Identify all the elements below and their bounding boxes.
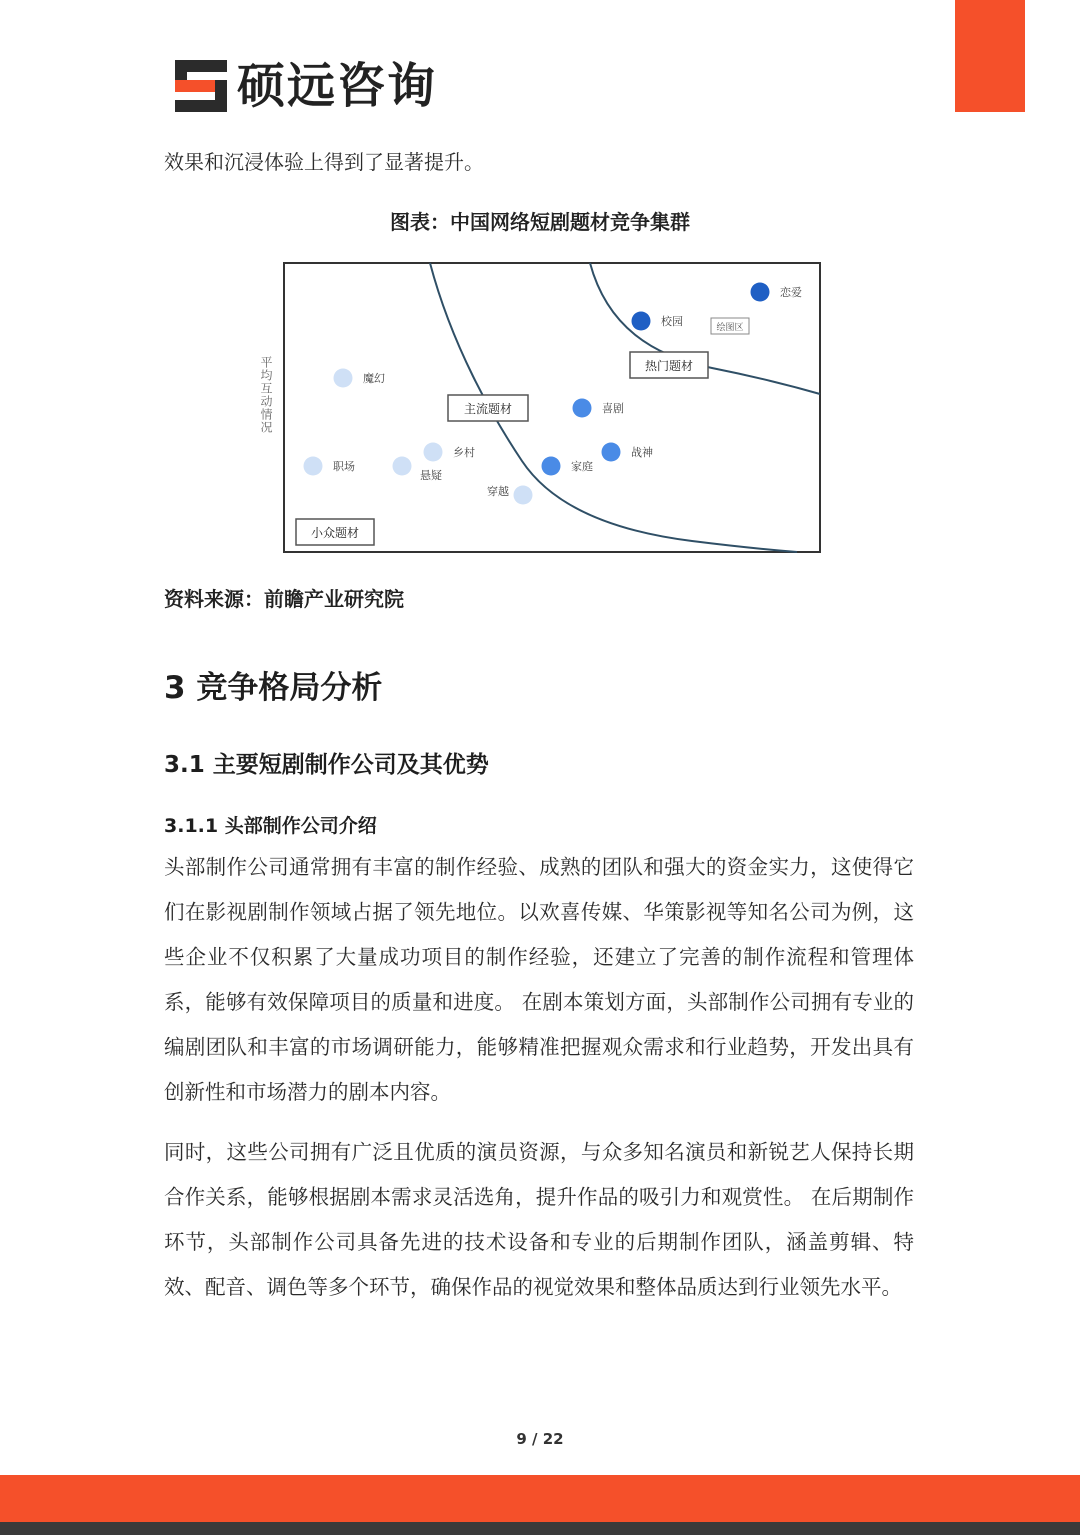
subsubsection-heading: 3.1.1 头部制作公司介绍 — [164, 815, 377, 837]
plot-area-label: 绘图区 — [716, 323, 744, 333]
point-3 — [602, 443, 621, 462]
logo-mark-icon — [175, 60, 227, 112]
body-paragraph-2: 同时，这些公司拥有广泛且优质的演员资源，与众多知名演员和新锐艺人保持长期合作关系，能够根据剧本需求灵活选角，提升作品的吸引力和观赏性。 在后期制作环节，头部制作公司具备先进的技术设备和专业的后期制作团队，涵盖剪辑、特效、配音、调色等多个环节，确保作品的视觉效果和整体品质达到行业领先水平。 — [164, 1140, 914, 1299]
point-label-6: 乡村 — [453, 446, 475, 459]
point-6 — [424, 443, 443, 462]
corner-accent-tab — [955, 0, 1025, 112]
mainstream-cluster-label: 主流题材 — [463, 402, 513, 416]
point-8 — [393, 457, 412, 476]
logo-text: 硕远咨询 — [237, 58, 438, 114]
chart-source: 资料来源：前瞻产业研究院 — [164, 587, 404, 611]
point-label-9: 穿越 — [487, 485, 509, 498]
subsection-heading: 3.1 主要短剧制作公司及其优势 — [164, 752, 489, 778]
point-label-1: 校园 — [661, 315, 683, 328]
point-label-7: 职场 — [333, 460, 355, 473]
point-label-2: 喜剧 — [602, 402, 624, 415]
cluster-chart — [252, 256, 832, 561]
y-axis-label: 平均互动情况 — [259, 356, 273, 434]
section-heading: 3 竞争格局分析 — [164, 670, 383, 706]
footer-bar — [0, 1475, 1080, 1522]
plot-frame — [284, 263, 820, 552]
point-9 — [514, 486, 533, 505]
body-paragraph-1: 头部制作公司通常拥有丰富的制作经验、成熟的团队和强大的资金实力，这使得它们在影视剧制作领域占据了领先地位。以欢喜传媒、华策影视等知名公司为例，这些企业不仅积累了大量成功项目的制作经验，还建立了完善的制作流程和管理体系，能够有效保障项目的质量和进度。 在剧本策划方面，头部制作公司拥有专业的编剧团队和丰富的市场调研能力，能够精准把握观众需求和行业趋势，开发出具有创新性和市场潜力的剧本内容。 — [164, 855, 914, 1104]
page-number: 9 / 22 — [516, 1430, 564, 1448]
point-1 — [632, 312, 651, 331]
point-4 — [542, 457, 561, 476]
point-0 — [751, 283, 770, 302]
point-2 — [573, 399, 592, 418]
point-label-8: 悬疑 — [420, 469, 442, 482]
point-label-4: 家庭 — [571, 460, 593, 473]
footer-dark-strip — [0, 1522, 1080, 1535]
hot-cluster-label: 热门题材 — [644, 359, 694, 373]
chart-title: 图表：中国网络短剧题材竞争集群 — [390, 210, 690, 234]
point-label-5: 魔幻 — [363, 372, 385, 385]
logo — [175, 60, 437, 112]
point-label-0: 恋爱 — [780, 286, 802, 299]
niche-cluster-label: 小众题材 — [310, 526, 360, 540]
point-7 — [304, 457, 323, 476]
lead-paragraph: 效果和沉浸体验上得到了显著提升。 — [164, 150, 484, 174]
point-5 — [334, 369, 353, 388]
point-label-3: 战神 — [631, 446, 653, 459]
